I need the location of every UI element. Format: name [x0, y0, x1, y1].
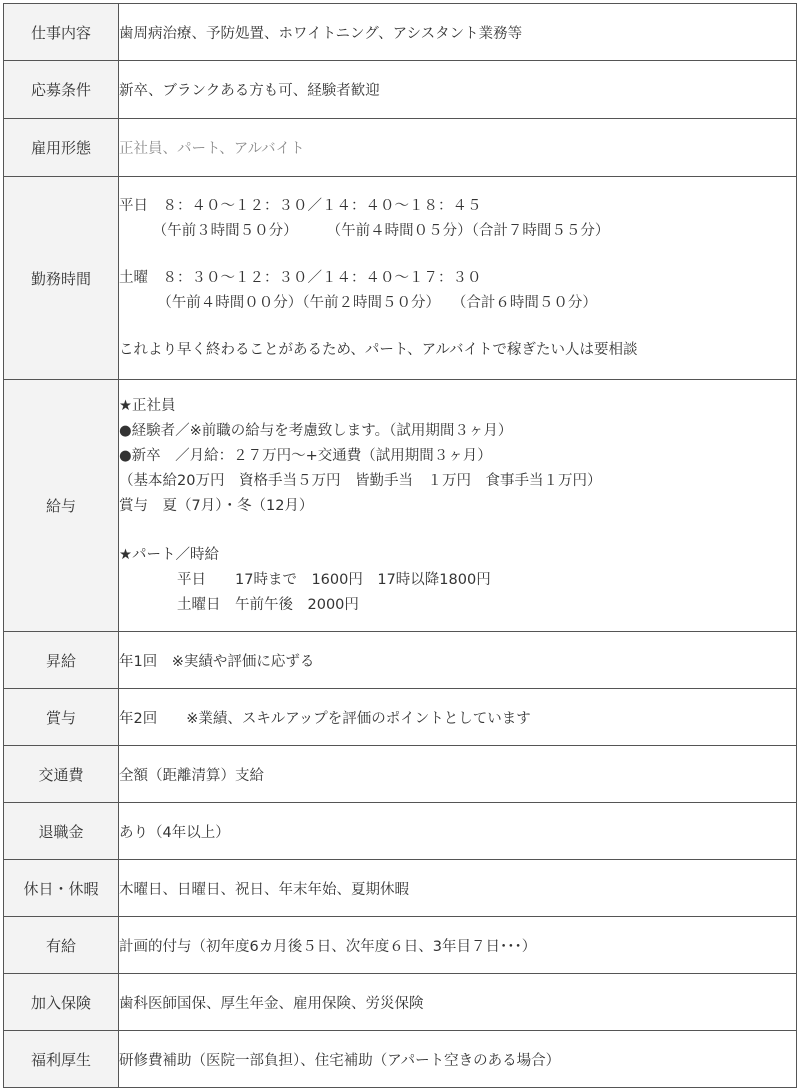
row-label-paid-leave: 有給 — [4, 917, 119, 974]
row-value-bonus: 年2回 ※業績、スキルアップを評価のポイントとしています — [119, 689, 797, 746]
row-value-benefits: 研修費補助（医院一部負担）、住宅補助（アパート空きのある場合） — [119, 1031, 797, 1088]
weekday-hours: 平日 ８：４０～１２：３０／１４：４０～１８：４５ — [119, 197, 482, 214]
table-row — [4, 4, 797, 61]
row-value-transportation: 全額（距離清算）支給 — [119, 746, 797, 803]
table-row — [4, 632, 797, 689]
row-value-employment-type: 正社員、パート、アルバイト — [119, 119, 797, 177]
weekday-hours-detail: （午前３時間５０分） （午前４時間０５分）（合計７時間５５分） — [119, 222, 610, 239]
saturday-hours: 土曜 ８：３０～１２：３０／１４：４０～１７：３０ — [119, 269, 482, 286]
salary-new-grad: ●新卒 ／月給：２７万円～+交通費（試用期間３ヶ月） — [119, 447, 492, 464]
row-label-job-description: 仕事内容 — [4, 4, 119, 61]
table-row — [4, 61, 797, 119]
row-value-holidays: 木曜日、日曜日、祝日、年末年始、夏期休暇 — [119, 860, 797, 917]
row-value-salary — [119, 380, 797, 632]
table-row — [4, 380, 797, 632]
salary-part-saturday: 土曜日 午前午後 2000円 — [119, 596, 359, 613]
spacer — [119, 244, 796, 266]
row-value-retirement: あり（4年以上） — [119, 803, 797, 860]
table-row — [4, 974, 797, 1031]
row-label-working-hours: 勤務時間 — [4, 177, 119, 380]
row-label-transportation: 交通費 — [4, 746, 119, 803]
row-label-raise: 昇給 — [4, 632, 119, 689]
row-label-requirements: 応募条件 — [4, 61, 119, 119]
salary-full-time-heading: ★正社員 — [119, 397, 176, 414]
row-label-benefits: 福利厚生 — [4, 1031, 119, 1088]
row-value-working-hours — [119, 177, 797, 380]
spacer — [119, 519, 796, 543]
salary-part-heading: ★パート／時給 — [119, 546, 219, 563]
table-row — [4, 1031, 797, 1088]
spacer — [119, 316, 796, 338]
row-label-holidays: 休日・休暇 — [4, 860, 119, 917]
job-info-table — [3, 3, 797, 1088]
salary-breakdown: （基本給20万円 資格手当５万円 皆勤手当 １万円 食事手当１万円） — [119, 472, 602, 489]
row-value-requirements: 新卒、ブランクある方も可、経験者歓迎 — [119, 61, 797, 119]
row-label-bonus: 賞与 — [4, 689, 119, 746]
table-row — [4, 860, 797, 917]
table-row — [4, 177, 797, 380]
table-row — [4, 803, 797, 860]
salary-bonus: 賞与 夏（7月）・冬（12月） — [119, 497, 314, 514]
salary-part-weekday: 平日 17時まで 1600円 17時以降1800円 — [119, 571, 491, 588]
table-row — [4, 119, 797, 177]
salary-experienced: ●経験者／※前職の給与を考慮致します。（試用期間３ヶ月） — [119, 422, 513, 439]
row-label-employment-type: 雇用形態 — [4, 119, 119, 177]
row-value-job-description: 歯周病治療、予防処置、ホワイトニング、アシスタント業務等 — [119, 4, 797, 61]
row-value-raise: 年1回 ※実績や評価に応ずる — [119, 632, 797, 689]
row-label-insurance: 加入保険 — [4, 974, 119, 1031]
row-label-retirement: 退職金 — [4, 803, 119, 860]
working-hours-note: これより早く終わることがあるため、パート、アルバイトで稼ぎたい人は要相談 — [119, 341, 638, 358]
table-row — [4, 746, 797, 803]
table-row — [4, 917, 797, 974]
table-row — [4, 689, 797, 746]
saturday-hours-detail: （午前４時間００分）（午前２時間５０分） （合計６時間５０分） — [119, 294, 597, 311]
row-value-paid-leave: 計画的付与（初年度6カ月後５日、次年度６日、3年目７日･･･） — [119, 917, 797, 974]
row-value-insurance: 歯科医師国保、厚生年金、雇用保険、労災保険 — [119, 974, 797, 1031]
row-label-salary: 給与 — [4, 380, 119, 632]
